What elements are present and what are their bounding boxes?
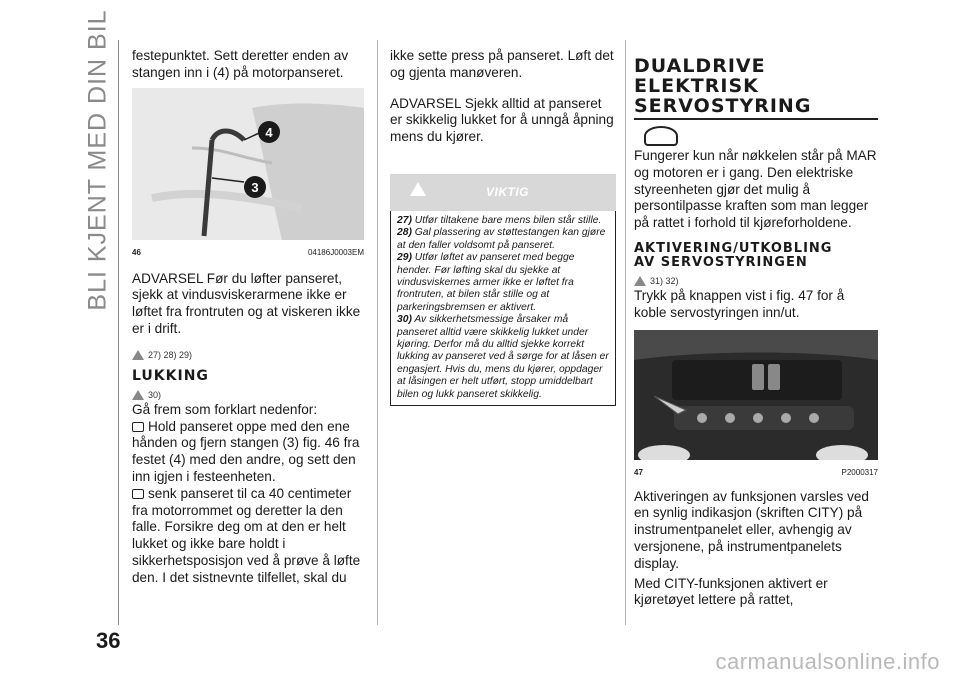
callout-3: 3 [244, 176, 266, 198]
warning-triangle-icon [132, 350, 144, 360]
warning-reference: 30) [132, 390, 364, 400]
bullet-item: senk panseret til ca 40 centimeter fra motorrommet og deretter la den falle. Forsikre deg om at den er helt lukket og ikke bare holdt i sikkerhetsposisjon ved å prøve å løfte den. I det sistnevnte tilfellet, skal du [132, 485, 361, 585]
paragraph: Gå frem som forklart nedenfor: [132, 401, 318, 417]
warning-triangle-icon [410, 182, 426, 196]
viktig-box [390, 174, 616, 406]
note-item: 28) Gal plassering av støttestangen kan gjøre at den faller voldsomt på panseret. [397, 227, 606, 251]
main-heading-line-2: ELEKTRISK [634, 75, 759, 97]
section-heading-lukking: LUKKING [132, 367, 209, 384]
figure-47 [634, 330, 878, 465]
warning-reference: 27) 28) 29) [132, 350, 364, 360]
figure-caption [132, 245, 364, 257]
dashboard-buttons-image [634, 330, 878, 460]
viktig-header: VIKTIG [390, 174, 616, 211]
viktig-notes [390, 211, 616, 406]
main-heading-line-1: DUALDRIVE [634, 55, 766, 77]
note-item: 30) Av sikkerhetsmessige årsaker må panseret alltid være skikkelig lukket under kjøring. Derfor må du alltid sjekke korrekt lukking av panseret ved å sørge for at låsen er engasjert. Hvis du, mens du kjører, oppdager at låsingen er helt utført, stopp umiddelbart bilen og lukk panseret skikkelig. [397, 314, 609, 400]
paragraph: festepunktet. Sett deretter enden av stangen inn i (4) på motorpanseret. [132, 48, 349, 80]
warning-triangle-icon [634, 276, 646, 286]
bullet-item: Hold panseret oppe med den ene hånden og fjern stangen (3) fig. 46 fra festet (4) med den andre, og sett den inn igjen i festeenheten. [132, 418, 360, 484]
figure-number: 47 [634, 467, 643, 477]
side-divider [118, 40, 119, 625]
note-item: 29) Utfør løftet av panseret med begge hender. Før løfting skal du sjekke at vindusviskernes armer ikke er løftet fra frontruten, at bilen står stille og at parkeringsbremsen er aktivert. [397, 252, 575, 313]
side-chapter-title: BLI KJENT MED DIN BIL [83, 9, 112, 311]
paragraph: Aktiveringen av funksjonen varsles ved en synlig indikasjon (skriften CITY) på instrumentpanelet eller, avhengig av versjonene, på instrumentpanelets display. [634, 488, 869, 571]
sub-heading-line-1: AKTIVERING/UTKOBLING [634, 240, 833, 256]
warning-paragraph: ADVARSEL Før du løfter panseret, sjekk at vindusviskerarmene ikke er løftet fra frontruten og at viskeren ikke er i drift. [132, 270, 361, 336]
figure-code: 04186J0003EM [307, 247, 364, 257]
warning-triangle-icon [132, 390, 144, 400]
callout-4: 4 [258, 121, 280, 143]
figure-caption [634, 465, 878, 477]
paragraph: ikke sette press på panseret. Løft det og gjenta manøveren. [390, 48, 614, 80]
column-1 [132, 48, 364, 587]
figure-number: 46 [132, 247, 141, 257]
column-3 [634, 56, 878, 609]
paragraph: Med CITY-funksjonen aktivert er kjøretøyet lettere på rattet, [634, 575, 828, 608]
sub-heading-line-2: AV SERVOSTYRINGEN [634, 254, 808, 270]
column-divider-2 [625, 40, 626, 625]
bullet-box-icon [132, 489, 144, 499]
hood-prop-rod-image [132, 88, 364, 240]
watermark: carmanualsonline.info [715, 649, 940, 674]
paragraph: Fungerer kun når nøkkelen står på MAR og motoren er i gang. Den elektriske styreenheten gjør det mulig å persontilpasse kraften som man legger på rattet i forhold til kjøreforholdene. [634, 148, 877, 231]
page-number: 36 [96, 628, 121, 653]
figure-code: P2000317 [841, 467, 878, 477]
main-heading-line-3: SERVOSTYRING [634, 95, 812, 117]
note-item: 27) Utfør tiltakene bare mens bilen står stille. [397, 214, 602, 226]
figure-46 [132, 88, 364, 245]
bullet-box-icon [132, 422, 144, 432]
steering-wheel-icon [644, 126, 678, 146]
column-2 [390, 48, 616, 406]
warning-paragraph: ADVARSEL Sjekk alltid at panseret er skikkelig lukket for å unngå åpning mens du kjører. [390, 95, 614, 145]
column-divider-1 [377, 40, 378, 625]
paragraph: Trykk på knappen vist i fig. 47 for å koble servostyringen inn/ut. [634, 287, 845, 320]
warning-reference: 31) 32) [634, 276, 878, 286]
heading-rule [634, 118, 878, 120]
